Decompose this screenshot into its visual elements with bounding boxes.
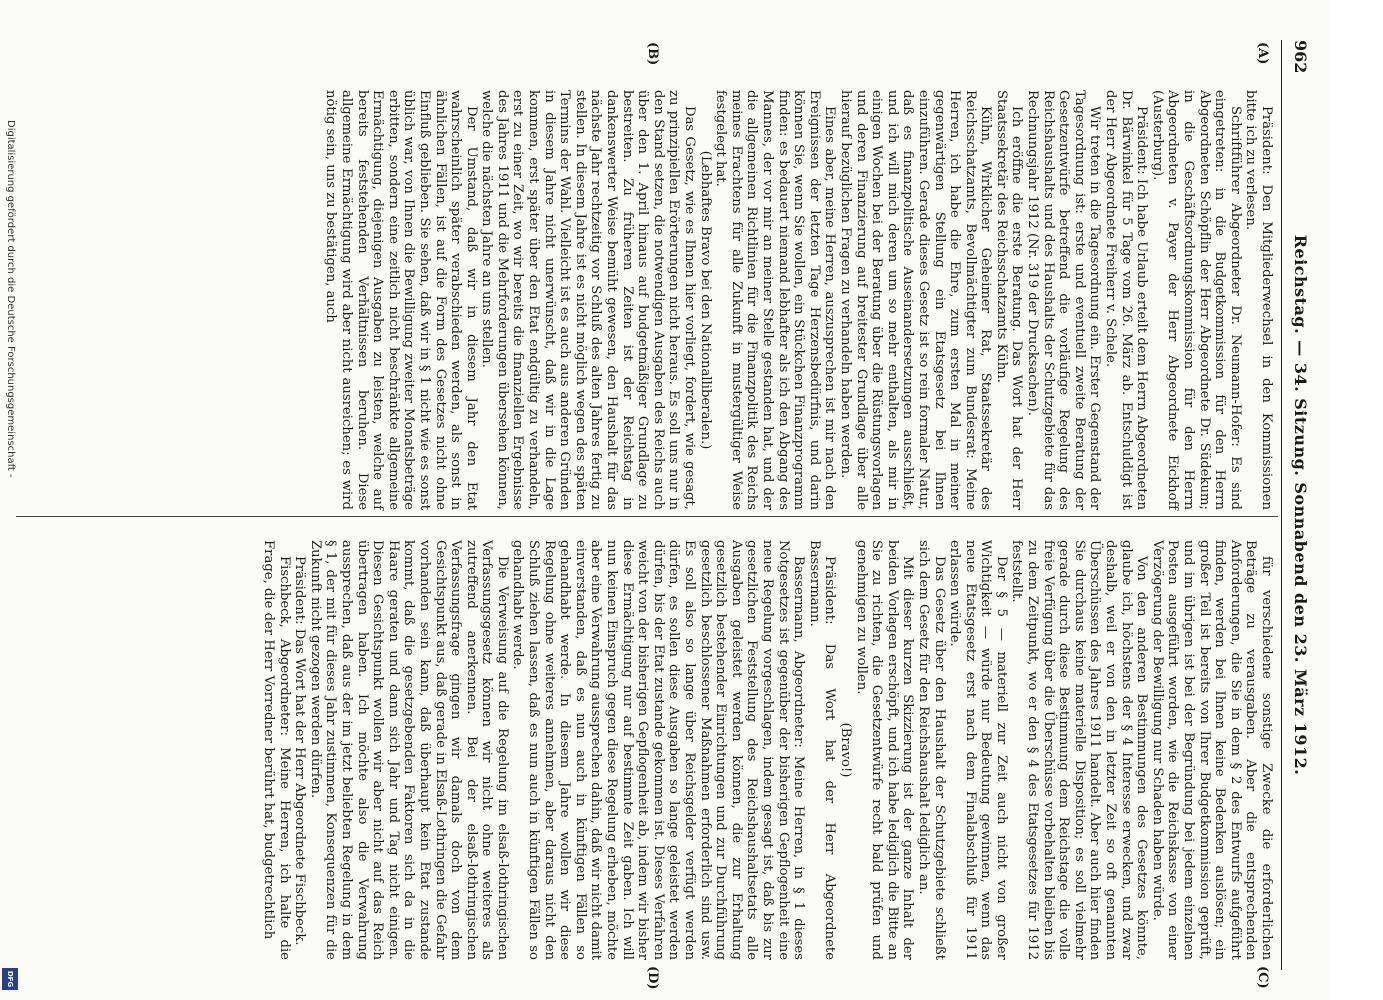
paragraph: Präsident: Den Mitgliederwechsel in den Kommissionen bitte ich zu verlesen.: [1243, 90, 1274, 510]
page-number: 962: [1291, 40, 1310, 74]
margin-marker-b: (B): [645, 42, 660, 66]
page-title: Reichstag. — 34. Sitzung. Sonnabend den 23. März 1912.: [1291, 234, 1310, 776]
paragraph: Mit dieser kurzen Skizzierung ist der ganze Inhalt der beiden Vorlagen erschöpft, und ich habe lediglich die Bitte an Sie zu richten, die Gesetzentwürfe recht bald prüfen und genehmigen zu wollen.: [853, 540, 916, 960]
header-rule: [1281, 40, 1282, 970]
paragraph: Eines aber, meine Herren, auszusprechen ist mir nach den Ereignissen der letzten Tage Herzensbedürfnis, und darin können Sie, wenn Sie wollen, ein Stückchen Finanzprogramm finden: es bedauert niemand lebhafter als ich den Abgang des Mannes, der vor mir an meiner Stelle gestanden hat, und der die allgemeinen Richtlinien für die Finanzpolitik des Reichs meines Erachtens für alle Zukunft in mustergültiger Weise festgelegt hat.: [713, 90, 838, 510]
paragraph: Der § 5 — materiell zur Zeit auch nicht von großer Wichtigkeit — würde nur Bedeutung gewinnen, wenn das neue Etatsgesetz erst nach dem Finalabschluß für 1911 erlassen würde.: [947, 540, 1009, 960]
margin-marker-d: (D): [645, 966, 660, 990]
paragraph: Präsident: Ich habe Urlaub erteilt dem Herrn Abgeordneten Dr. Bärwinkel für 5 Tage vom 26. März ab. Entschuldigt ist der Herr Abgeordnete Freiherr v. Schele.: [1103, 90, 1150, 510]
dfg-logo: [2, 968, 18, 990]
paragraph: Von den anderen Bestimmungen des Gesetzes könnte, glaube ich, höchstens der § 4 Interesse erwecken, und zwar deshalb, weil er von den in letzter Zeit so oft genannten Überschüssen des Jahres 1911 handelt. Aber auch hier finden Sie durchaus keine materielle Disposition; es soll vielmehr gerade durch diese Bestimmung dem Reichstage die volle freie Verfügung über die Überschüsse vorbehalten bleiben bis zu dem Zeitpunkt, wo er den § 4 des Etatsgesetzes für 1912 feststellt.: [1009, 540, 1150, 960]
margin-marker-c: (C): [1255, 966, 1270, 989]
paragraph: Ich eröffne die erste Beratung. Das Wort hat der Herr Staatssekretär des Reichsschatzamts Kühn.: [993, 90, 1025, 510]
paragraph: Wir treten in die Tagesordnung ein. Erster Gegenstand der Tagesordnung ist: erste und eventuell zweite Beratung der Gesetzentwürfe betreffend die vorläufige Regelung des Reichshaushalts und des Haushalts der Schutzgebiete für das Rechnungsjahr 1912 (Nr. 319 der Drucksachen).: [1025, 90, 1103, 510]
paragraph: Der Umstand, daß wir in diesem Jahr den Etat wahrscheinlich später verabschieden werden, als sonst in ähnlichen Fällen, ist auf die Form des Gesetzes nicht ohne Einfluß geblieben. Sie sehen, daß wir in § 1 nicht wie es sonst üblich war, von Ihnen die Bewilligung zweiter Monatsbeträge erbitten, sondern eine zeitlich nicht beschränkte allgemeine Ermächtigung, diejenigen Ausgaben zu leisten, welche auf bereits feststehenden Verhältnissen beruhen. Diese allgemeine Ermächtigung wird aber nicht ausreichen; es wird nötig sein, uns zu bestätigen, auch: [323, 90, 479, 510]
page-header: [1284, 40, 1316, 970]
credit-text: Digitalisierung gefördert durch die Deutsche Forschungsgemeinschaft -: [5, 120, 16, 478]
right-text-column: [260, 540, 1274, 960]
paragraph: Kühn, Wirklicher Geheimer Rat, Staatssekretär des Reichsschatzamts, Bevollmächtigter zum Bundesrat: Meine Herren, ich habe die Ehre, zum ersten Mal in meiner gegenwärtigen Stellung ein Etatsgesetz bei Ihnen einzuführen. Gerade dieses Gesetz ist so rein formaler Natur, daß es finanzpolitische Auseinandersetzungen ausschließt, und ich will mich deren um so mehr enthalten, als mir in einigen Wochen bei der Beratung über die Rüstungsvorlagen und deren Finanzierung auf breitester Grundlage über alle hierauf bezüglichen Fragen zu verhandeln haben werden.: [837, 90, 994, 510]
paragraph: für verschiedene sonstige Zwecke die erforderlichen Beträge zu verausgaben. Aber die entsprechenden Anforderungen, die Sie in dem § 2 des Entwurfs aufgeführt finden, werden bei Ihnen keine Bedenken auslösen; ein großer Teil ist bereits von Ihrer Budgetkommission geprüft, und im übrigen ist bei der Begründung bei jedem einzelnen Posten ausgeführt worden, wie die Reichskasse von einer Verzögerung der Bewilligung nur Schaden haben würde.: [1149, 540, 1274, 960]
paragraph: Fischbeck, Abgeordneter: Meine Herren, ich halte die Frage, die der Herr Vorredner berührt hat, budgetrechtlich: [261, 540, 292, 960]
paragraph: Präsident: Das Wort hat der Herr Abgeordnete Bassermann.: [806, 540, 838, 960]
interjection: (Lebhaftes Bravo bei den Nationalliberalen.): [697, 150, 713, 450]
paragraph: Präsident: Das Wort hat der Herr Abgeordnete Fischbeck.: [292, 556, 308, 946]
paragraph: Schriftführer Abgeordneter Dr. Neumann-Hofer: Es sind eingetreten: in die Budgetkommission für den Herrn Abgeordneten Schöpflin der Herr Abgeordnete Dr. Südekum; in die Geschäftsordnungskommission für den Herrn Abgeordneten v. Payer der Herr Abgeordnete Eickhoff (Austerburg).: [1149, 90, 1243, 510]
paragraph: Die Verweisung auf die Regelung im elsaß-lothringischen Verfassungsgesetz können wir nicht ohne weiteres als zutreffend anerkennen. Bei der elsaß-lothringischen Verfassungsfrage gingen wir damals doch von dem Gesichtspunkt aus, daß gerade in Elsaß-Lothringen die Gefahr vorhanden sein kann, daß überhaupt kein Etat zustande kommt, daß die gesetzgebenden Faktoren sich da in die Haare geraten und dann sich Jahr und Tag nicht einigen. Diesen Gesichtspunkt wollen wir aber nicht auf das Reich übertragen haben. Ich möchte also die Verwahrung aussprechen, daß aus der im jetzt beliebten Regelung in dem § 1, der mit für dieses Jahr zustimmen, Konsequenzen für die Zukunft nicht gezogen werden dürfen.: [307, 540, 510, 960]
column-divider: [16, 516, 1278, 517]
interjection: (Bravo!): [837, 722, 853, 778]
digitization-credit: [2, 120, 22, 980]
paragraph: Das Gesetz, wie es Ihnen hier vorliegt, fordert, wie gesagt, zu prinzipiellen Erörterungen nicht heraus. Es soll uns nur in den Stand setzen, die notwendigen Ausgaben des Reichs auch über den 1. April hinaus auf budgetmäßiger Grundlage zu bestreiten. Zu früheren Zeiten ist der Reichstag in dankenswerter Weise bemüht gewesen, den Haushalt für das nächste Jahr rechtzeitig vor Schluß des alten Jahres fertig zu stellen. In diesem Jahre ist es nicht möglich wegen des späten Termins der Wahl. Vielleicht ist es auch aus anderen Gründen in diesem Jahre nicht unerwünscht, daß wir in die Lage kommen, erst später über den Etat endgültig zu verhandeln, erst zu einer Zeit, wo wir bereits die finanziellen Ergebnisse des Jahres 1911 und die Mehrforderungen übersehen können, welche die nächsten Jahre an uns stellen.: [479, 90, 698, 510]
paragraph: Bassermann, Abgeordneter: Meine Herren, in § 1 dieses Notgesetzes ist gegenüber der bisherigen Gepflogenheit eine neue Regelung vorgeschlagen, indem gesagt ist, daß bis zur gesetzlichen Feststellung des Reichshaushaltsetats alle Ausgaben geleistet werden können, die zur Erhaltung gesetzlich bestehender Einrichtungen und zur Durchführung gesetzlich beschlossener Maßnahmen erforderlich sind usw. Es soll also so lange über Reichsgelder verfügt werden dürfen, es sollen diese Ausgaben so lange geleistet werden dürfen, bis der Etat zustande gekommen ist. Dieses Verfahren weicht von der bisherigen Gepflogenheit ab, indem wir bisher diese Ermächtigung nur auf bestimmte Zeit gaben. Ich will nun keinen Einspruch gegen diese Regelung erheben, möchte aber eine Verwahrung aussprechen dahin, daß wir nicht damit einverstanden, daß es nun auch in künftigen Fällen so gehandhabt werde. In diesem Jahre wollen wir diese Regelung ohne weiteres annehmen, aber daraus nicht den Schluß ziehen lassen, daß es nun auch in künftigen Fällen so gehandhabt werde.: [510, 540, 807, 960]
margin-marker-a: (A): [1255, 42, 1270, 65]
left-text-column: [323, 90, 1274, 510]
logo-text: DFG: [6, 970, 14, 988]
paragraph: Das Gesetz über den Haushalt der Schutzgebiete schließt sich dem Gesetz für den Reichshaushalt lediglich an.: [915, 540, 947, 960]
